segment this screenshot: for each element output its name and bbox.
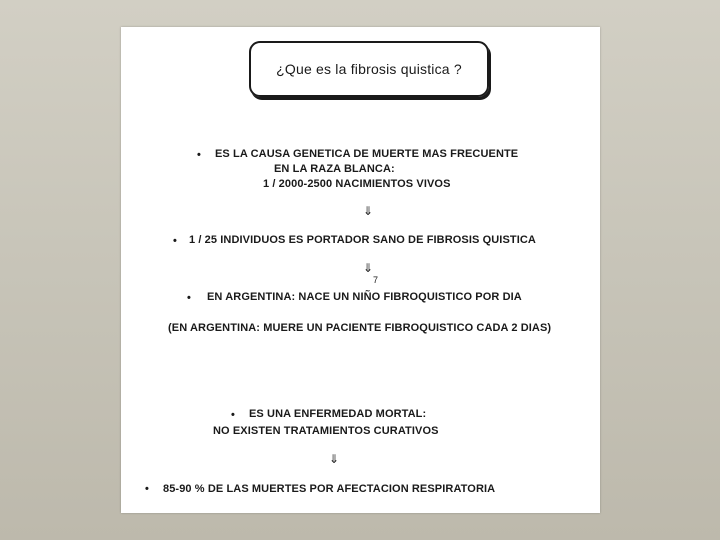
bullet-icon: • bbox=[197, 149, 201, 161]
bullet-icon: • bbox=[231, 409, 235, 421]
document-title: ¿Que es la fibrosis quistica ? bbox=[276, 61, 462, 77]
down-arrow-icon: ⇓ bbox=[363, 261, 374, 275]
item3-text: EN ARGENTINA: NACE UN NIÑO FIBROQUISTICO POR DIA bbox=[207, 291, 522, 303]
item3-note: (EN ARGENTINA: MUERE UN PACIENTE FIBROQUISTICO CADA 2 DIAS) bbox=[168, 322, 552, 334]
item5-text: 85-90 % DE LAS MUERTES POR AFECTACION RESPIRATORIA bbox=[163, 483, 496, 495]
scanned-document bbox=[121, 27, 600, 513]
item2-text: 1 / 25 INDIVIDUOS ES PORTADOR SANO DE FIBROSIS QUISTICA bbox=[189, 234, 536, 246]
item1-line1: ES LA CAUSA GENETICA DE MUERTE MAS FRECUENTE bbox=[215, 148, 519, 160]
bullet-icon: • bbox=[187, 292, 191, 304]
item1-line3: 1 / 2000-2500 NACIMIENTOS VIVOS bbox=[263, 178, 451, 190]
bullet-icon: • bbox=[173, 235, 177, 247]
item4-line1: ES UNA ENFERMEDAD MORTAL: bbox=[249, 408, 427, 420]
stray-mark: 7 bbox=[373, 275, 379, 285]
down-arrow-icon: ⇓ bbox=[329, 452, 340, 466]
title-box bbox=[249, 41, 489, 97]
bullet-icon: • bbox=[145, 483, 149, 495]
item1-line2: EN LA RAZA BLANCA: bbox=[274, 163, 395, 175]
item4-line2: NO EXISTEN TRATAMIENTOS CURATIVOS bbox=[213, 425, 439, 437]
down-arrow-icon: ⇓ bbox=[363, 204, 374, 218]
